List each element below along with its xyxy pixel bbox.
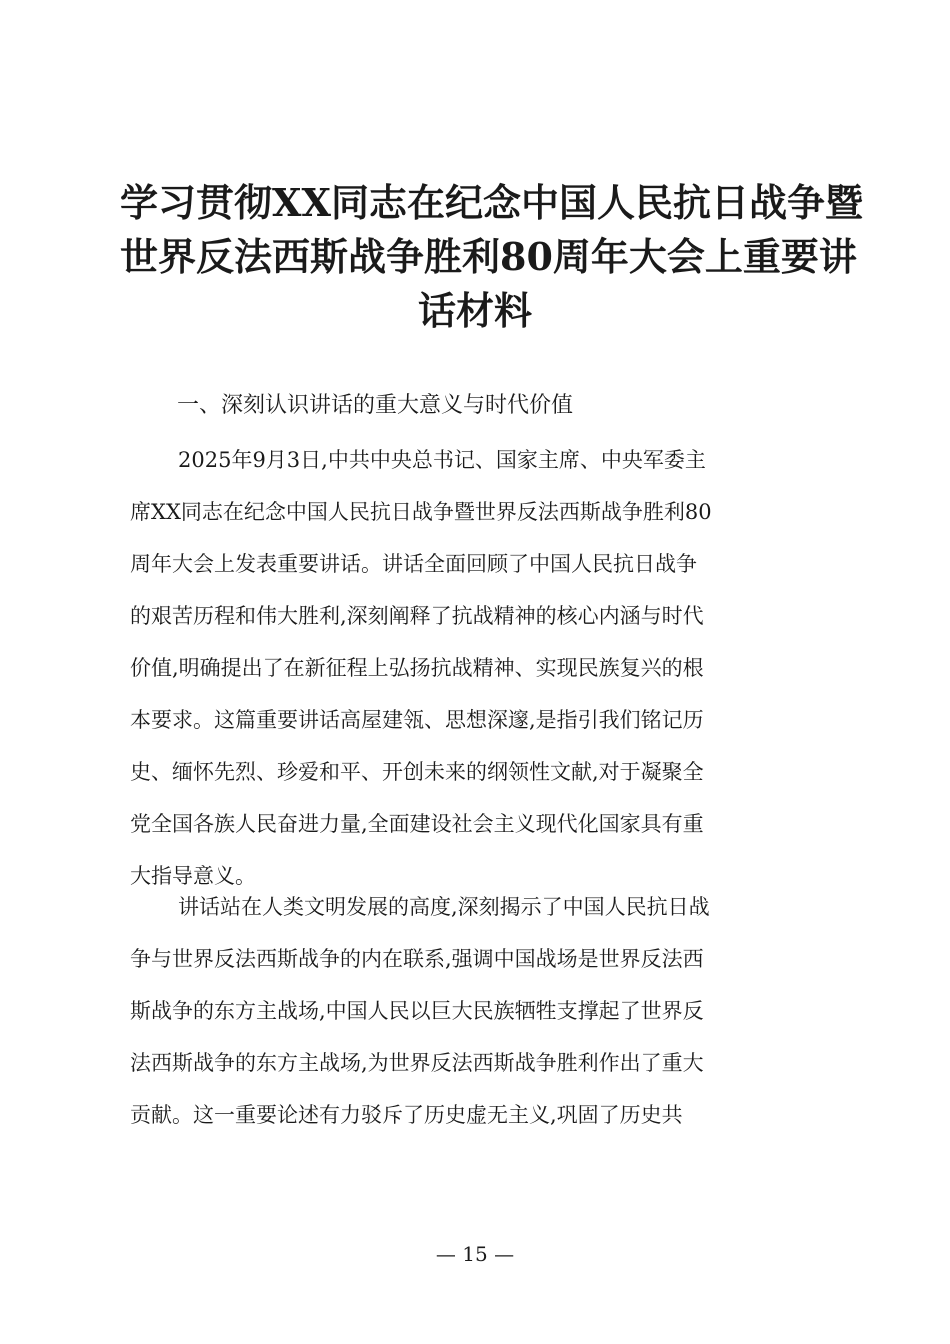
- paragraph-line: 席XX同志在纪念中国人民抗日战争暨世界反法西斯战争胜利80: [130, 500, 712, 524]
- title-line: 话材料: [417, 288, 532, 333]
- paragraph-line: 史、缅怀先烈、珍爱和平、开创未来的纲领性文献,对于凝聚全: [130, 760, 704, 784]
- paragraph-line: 争与世界反法西斯战争的内在联系,强调中国战场是世界反法西: [130, 947, 704, 971]
- section-heading: 一、深刻认识讲话的重大意义与时代价值: [177, 393, 574, 418]
- page-number: — 15 —: [435, 1242, 515, 1266]
- title-line: 世界反法西斯战争胜利80周年大会上重要讲: [120, 234, 857, 279]
- paragraph-line: 本要求。这篇重要讲话高屋建瓴、思想深邃,是指引我们铭记历: [130, 708, 704, 732]
- paragraph-line: 斯战争的东方主战场,中国人民以巨大民族牺牲支撑起了世界反: [130, 999, 704, 1023]
- paragraph-line: 贡献。这一重要论述有力驳斥了历史虚无主义,巩固了历史共: [130, 1103, 683, 1127]
- paragraph-line: 党全国各族人民奋进力量,全面建设社会主义现代化国家具有重: [130, 812, 704, 836]
- paragraph-line: 法西斯战争的东方主战场,为世界反法西斯战争胜利作出了重大: [130, 1051, 704, 1075]
- paragraph-line: 周年大会上发表重要讲话。讲话全面回顾了中国人民抗日战争: [130, 552, 697, 576]
- title-line: 学习贯彻XX同志在纪念中国人民抗日战争暨: [120, 180, 863, 225]
- body-paragraph: [130, 434, 712, 902]
- paragraph-line: 大指导意义。: [130, 864, 256, 888]
- body-paragraph: [130, 881, 710, 1141]
- paragraph-line: 2025年9月3日,中共中央总书记、国家主席、中央军委主: [178, 448, 706, 472]
- paragraph-line: 的艰苦历程和伟大胜利,深刻阐释了抗战精神的核心内涵与时代: [130, 604, 704, 628]
- paragraph-line: 价值,明确提出了在新征程上弘扬抗战精神、实现民族复兴的根: [130, 656, 704, 680]
- document-title: [120, 176, 863, 338]
- paragraph-line: 讲话站在人类文明发展的高度,深刻揭示了中国人民抗日战: [178, 895, 710, 919]
